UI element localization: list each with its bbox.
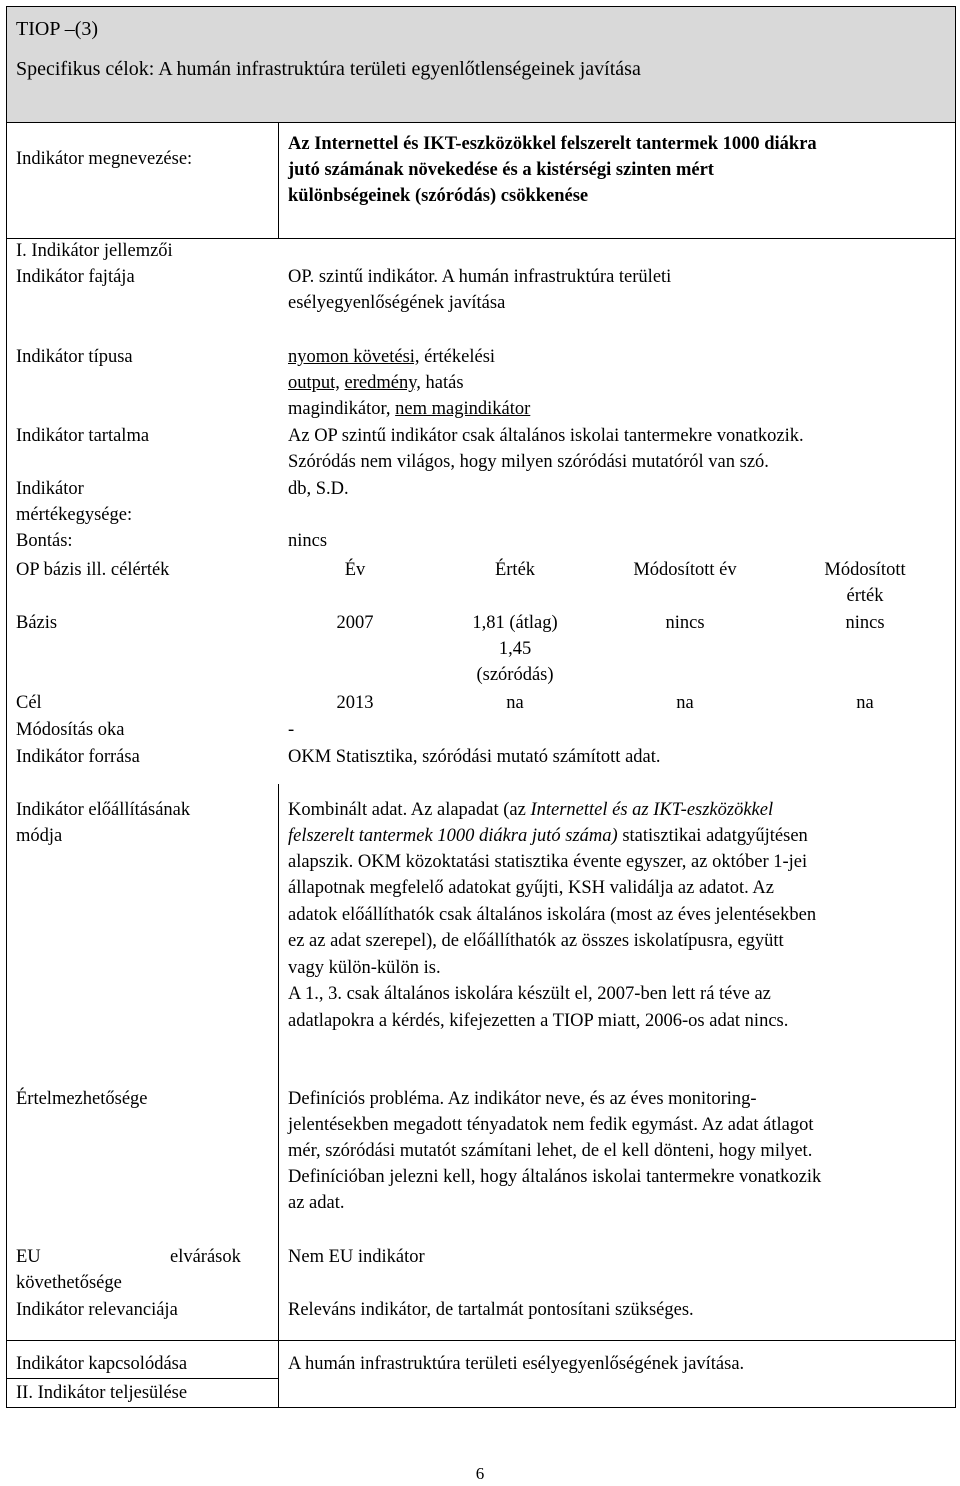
bazis-mod-ertek: nincs bbox=[845, 613, 885, 633]
tartalma-label: Indikátor tartalma bbox=[16, 426, 150, 446]
kapcsolodasa-value: A humán infrastruktúra területi esélyegyenlőségének javítása. bbox=[288, 1354, 745, 1374]
divider bbox=[6, 1378, 279, 1379]
bazis-ertek: 1,45 bbox=[498, 639, 532, 659]
mertekegyseg-value: db, S.D. bbox=[288, 479, 349, 499]
mertekegyseg-label: mértékegysége: bbox=[16, 505, 133, 525]
doc-subtitle: Specifikus célok: A humán infrastruktúra területi egyenlőtlenségeinek javítása bbox=[16, 58, 641, 80]
tipusa-line: output, eredmény, hatás bbox=[288, 373, 464, 393]
eloallitas-line: A 1., 3. csak általános iskolára készült el, 2007-ben lett rá téve az bbox=[288, 984, 771, 1004]
col-header-ertek: Érték bbox=[494, 560, 536, 580]
page-number: 6 bbox=[475, 1464, 485, 1483]
bazis-label: Bázis bbox=[16, 613, 58, 633]
forrasa-value: OKM Statisztika, szóródási mutató számított adat. bbox=[288, 747, 661, 767]
forrasa-label: Indikátor forrása bbox=[16, 747, 140, 767]
modositas-oka-value: - bbox=[288, 720, 295, 740]
cel-ertek: na bbox=[506, 693, 524, 713]
col-header-mod-ev: Módosított év bbox=[633, 560, 737, 580]
eloallitas-label: Indikátor előállításának bbox=[16, 800, 191, 820]
indicator-name-line: Az Internettel és IKT-eszközökkel felszerelt tantermek 1000 diákra bbox=[288, 134, 817, 154]
ertelmezhetoseg-line: jelentésekben megadott tényadatok nem fedik egymást. Az adat átlagot bbox=[288, 1115, 814, 1135]
ertelmezhetoseg-label: Értelmezhetősége bbox=[16, 1089, 148, 1109]
eu-label: EU bbox=[16, 1247, 41, 1267]
modositas-oka-label: Módosítás oka bbox=[16, 720, 125, 740]
fajtaja-line: esélyegyenlőségének javítása bbox=[288, 293, 506, 313]
divider bbox=[6, 1340, 956, 1341]
eu-label: elvárások bbox=[170, 1247, 241, 1267]
eloallitas-line: adatok előállíthatók csak általános iskolára (most az éves jelentésekben bbox=[288, 905, 817, 925]
col-header-ev: Év bbox=[344, 560, 366, 580]
tartalma-line: Az OP szintű indikátor csak általános iskolai tantermekre vonatkozik. bbox=[288, 426, 804, 446]
ertelmezhetoseg-line: az adat. bbox=[288, 1193, 345, 1213]
ertelmezhetoseg-line: mér, szóródási mutatót számítani lehet, de el kell dönteni, hogy milyet. bbox=[288, 1141, 813, 1161]
tartalma-line: Szóródás nem világos, hogy milyen szóródási mutatóról van szó. bbox=[288, 452, 769, 472]
col-header-mod-ertek: érték bbox=[846, 586, 884, 606]
divider bbox=[278, 123, 279, 239]
tipusa-label: Indikátor típusa bbox=[16, 347, 133, 367]
bazis-ertek: 1,81 (átlag) bbox=[472, 613, 558, 633]
section-heading: II. Indikátor teljesülése bbox=[16, 1383, 188, 1403]
fajtaja-line: OP. szintű indikátor. A humán infrastruktúra területi bbox=[288, 267, 672, 287]
cel-mod-ertek: na bbox=[856, 693, 874, 713]
eloallitas-line: vagy külön-külön is. bbox=[288, 958, 441, 978]
relevanciaja-label: Indikátor relevanciája bbox=[16, 1300, 178, 1320]
eloallitas-label: módja bbox=[16, 826, 63, 846]
tipusa-line: magindikátor, nem magindikátor bbox=[288, 399, 531, 419]
section-heading: I. Indikátor jellemzői bbox=[16, 241, 173, 261]
bazis-mod-ev: nincs bbox=[665, 613, 705, 633]
eloallitas-line: felszerelt tantermek 1000 diákra jutó száma) statisztikai adatgyűjtésen bbox=[288, 826, 808, 846]
cel-ev: 2013 bbox=[336, 693, 374, 713]
col-header-mod-ertek: Módosított bbox=[824, 560, 906, 580]
eloallitas-line: alapszik. OKM közoktatási statisztika évente egyszer, az október 1-jei bbox=[288, 852, 808, 872]
ertelmezhetoseg-line: Definícióban jelezni kell, hogy általános iskolai tantermekre vonatkozik bbox=[288, 1167, 822, 1187]
cel-mod-ev: na bbox=[676, 693, 694, 713]
eloallitas-line: adatlapokra a kérdés, kifejezetten a TIOP miatt, 2006-os adat nincs. bbox=[288, 1011, 789, 1031]
divider bbox=[278, 784, 279, 1408]
table-header-label: OP bázis ill. célérték bbox=[16, 560, 170, 580]
eu-value: Nem EU indikátor bbox=[288, 1247, 425, 1267]
bontas-value: nincs bbox=[288, 531, 328, 551]
bontas-label: Bontás: bbox=[16, 531, 73, 551]
ertelmezhetoseg-line: Definíciós probléma. Az indikátor neve, és az éves monitoring- bbox=[288, 1089, 757, 1109]
kapcsolodasa-label: Indikátor kapcsolódása bbox=[16, 1354, 188, 1374]
eloallitas-line: állapotnak megfelelő adatokat gyűjti, KSH validálja az adatot. Az bbox=[288, 878, 774, 898]
indicator-name-line: jutó számának növekedése és a kistérségi szinten mért bbox=[288, 160, 714, 180]
mertekegyseg-label: Indikátor bbox=[16, 479, 84, 499]
relevanciaja-value: Releváns indikátor, de tartalmát pontosítani szükséges. bbox=[288, 1300, 694, 1320]
tipusa-line: nyomon követési, értékelési bbox=[288, 347, 496, 367]
cel-label: Cél bbox=[16, 693, 42, 713]
doc-title: TIOP –(3) bbox=[16, 18, 99, 40]
bazis-ev: 2007 bbox=[336, 613, 374, 633]
eloallitas-line: ez az adat szerepel), de előállíthatók az összes iskolatípusra, együtt bbox=[288, 931, 784, 951]
indicator-name-line: különbségeinek (szóródás) csökkenése bbox=[288, 186, 589, 206]
fajtaja-label: Indikátor fajtája bbox=[16, 267, 135, 287]
bazis-ertek: (szóródás) bbox=[476, 665, 554, 685]
eu-label: követhetősége bbox=[16, 1273, 122, 1293]
eloallitas-line: Kombinált adat. Az alapadat (az Internettel és az IKT-eszközökkel bbox=[288, 800, 774, 820]
indicator-name-label: Indikátor megnevezése: bbox=[16, 149, 193, 169]
